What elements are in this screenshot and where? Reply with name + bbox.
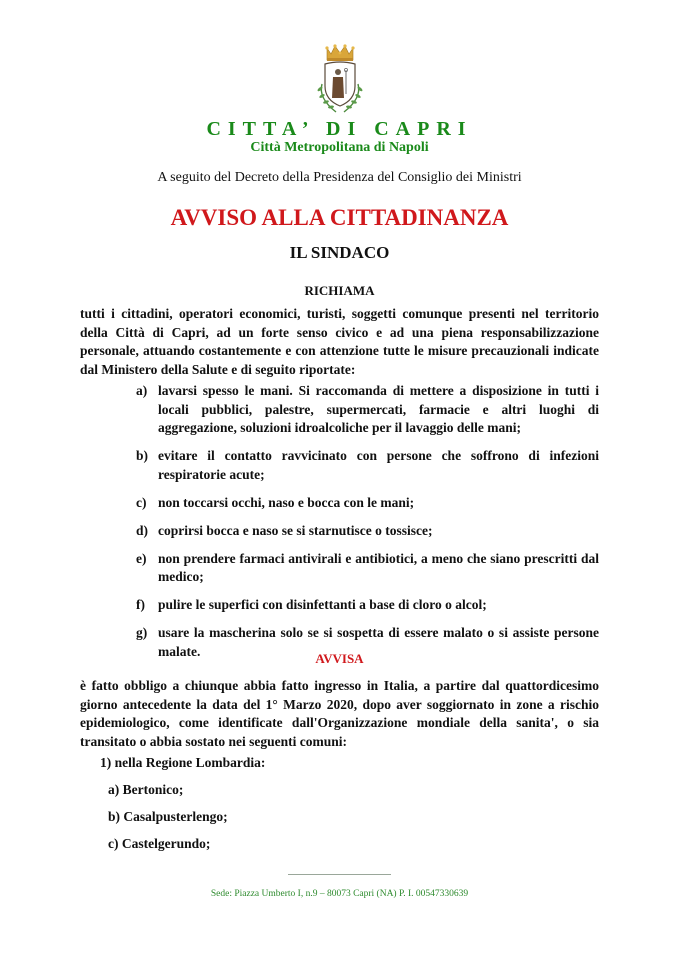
measure-text: evitare il contatto ravvicinato con persone che soffrono di infezioni respiratorie acute; <box>158 448 599 482</box>
measure-text: non prendere farmaci antivirali e antibiotici, a meno che siano prescritti dal medico; <box>158 550 599 584</box>
measure-letter: c) <box>136 494 147 510</box>
obligation-paragraph: è fatto obbligo a chiunque abbia fatto ingresso in Italia, a partire dal quattordicesimo giorno antecedente la data del 1° Marzo 2020, dopo aver soggiornato in zone a rischio epidemiologico, come identificate dall'Organizzazione mondiale della sanita', o sia transitato o abbia sostato nei seguenti comuni: <box>80 678 599 749</box>
footer-address: Sede: Piazza Umberto I, n.9 – 80073 Capri (NA) P. I. 00547330639 <box>210 889 469 899</box>
region-label: 1) nella Regione Lombardia: <box>100 755 266 770</box>
measure-item <box>136 382 599 438</box>
measure-letter: g) <box>136 625 148 640</box>
town-item: a) Bertonico; <box>108 782 184 797</box>
measure-letter: d) <box>136 522 149 538</box>
notice-title: AVVISO ALLA CITTADINANZA <box>170 205 509 230</box>
town-item: b) Casalpusterlengo; <box>108 809 228 824</box>
measure-text: non toccarsi occhi, naso e bocca con le mani; <box>158 494 415 510</box>
measure-text: usare la mascherina solo se si sospetta di essere malato o si assiste persone malate. <box>158 625 599 659</box>
measure-letter: b) <box>136 448 149 463</box>
city-subtitle: Città Metropolitana di Napoli <box>250 140 429 155</box>
measure-letter: a) <box>136 383 148 398</box>
precaution-measures-list <box>136 382 599 671</box>
measure-text: pulire le superfici con disinfettanti a base di cloro o alcol; <box>158 597 487 612</box>
issuer-heading: IL SINDACO <box>289 243 390 262</box>
section-avvisa-heading: AVVISA <box>315 651 364 666</box>
measure-letter: e) <box>136 550 147 566</box>
affected-towns-list <box>100 754 265 862</box>
town-item: c) Castelgerundo; <box>108 836 211 851</box>
intro-paragraph: tutti i cittadini, operatori economici, turisti, soggetti comunque presenti nel territorio della Città di Capri, ad un forte senso civico e ad una piena responsabilizzazione personale, attuando costantemente e con attenzione tutte le misure precauzionali indicate dal Ministero della Salute e di seguito riportate: <box>80 306 599 377</box>
measure-text: coprirsi bocca e naso se si starnutisce o tossisce; <box>158 522 433 538</box>
measure-letter: f) <box>136 597 145 612</box>
coat-of-arms-icon <box>314 44 366 116</box>
measure-item <box>136 494 599 513</box>
city-title: CITTA’ DI CAPRI <box>206 118 473 140</box>
decree-line: A seguito del Decreto della Presidenza del Consiglio dei Ministri <box>157 170 522 185</box>
footer-divider <box>288 874 391 875</box>
measure-text: lavarsi spesso le mani. Si raccomanda di mettere a disposizione in tutti i locali pubblici, palestre, supermercati, farmacie e altri luoghi di aggregazione, soluzioni idroalcoliche per il lavaggio delle mani; <box>158 383 599 435</box>
section-richiama-heading: RICHIAMA <box>304 283 375 298</box>
measure-item <box>136 447 599 484</box>
measure-item <box>136 596 599 615</box>
measure-item <box>136 550 599 587</box>
measure-item <box>136 522 599 541</box>
